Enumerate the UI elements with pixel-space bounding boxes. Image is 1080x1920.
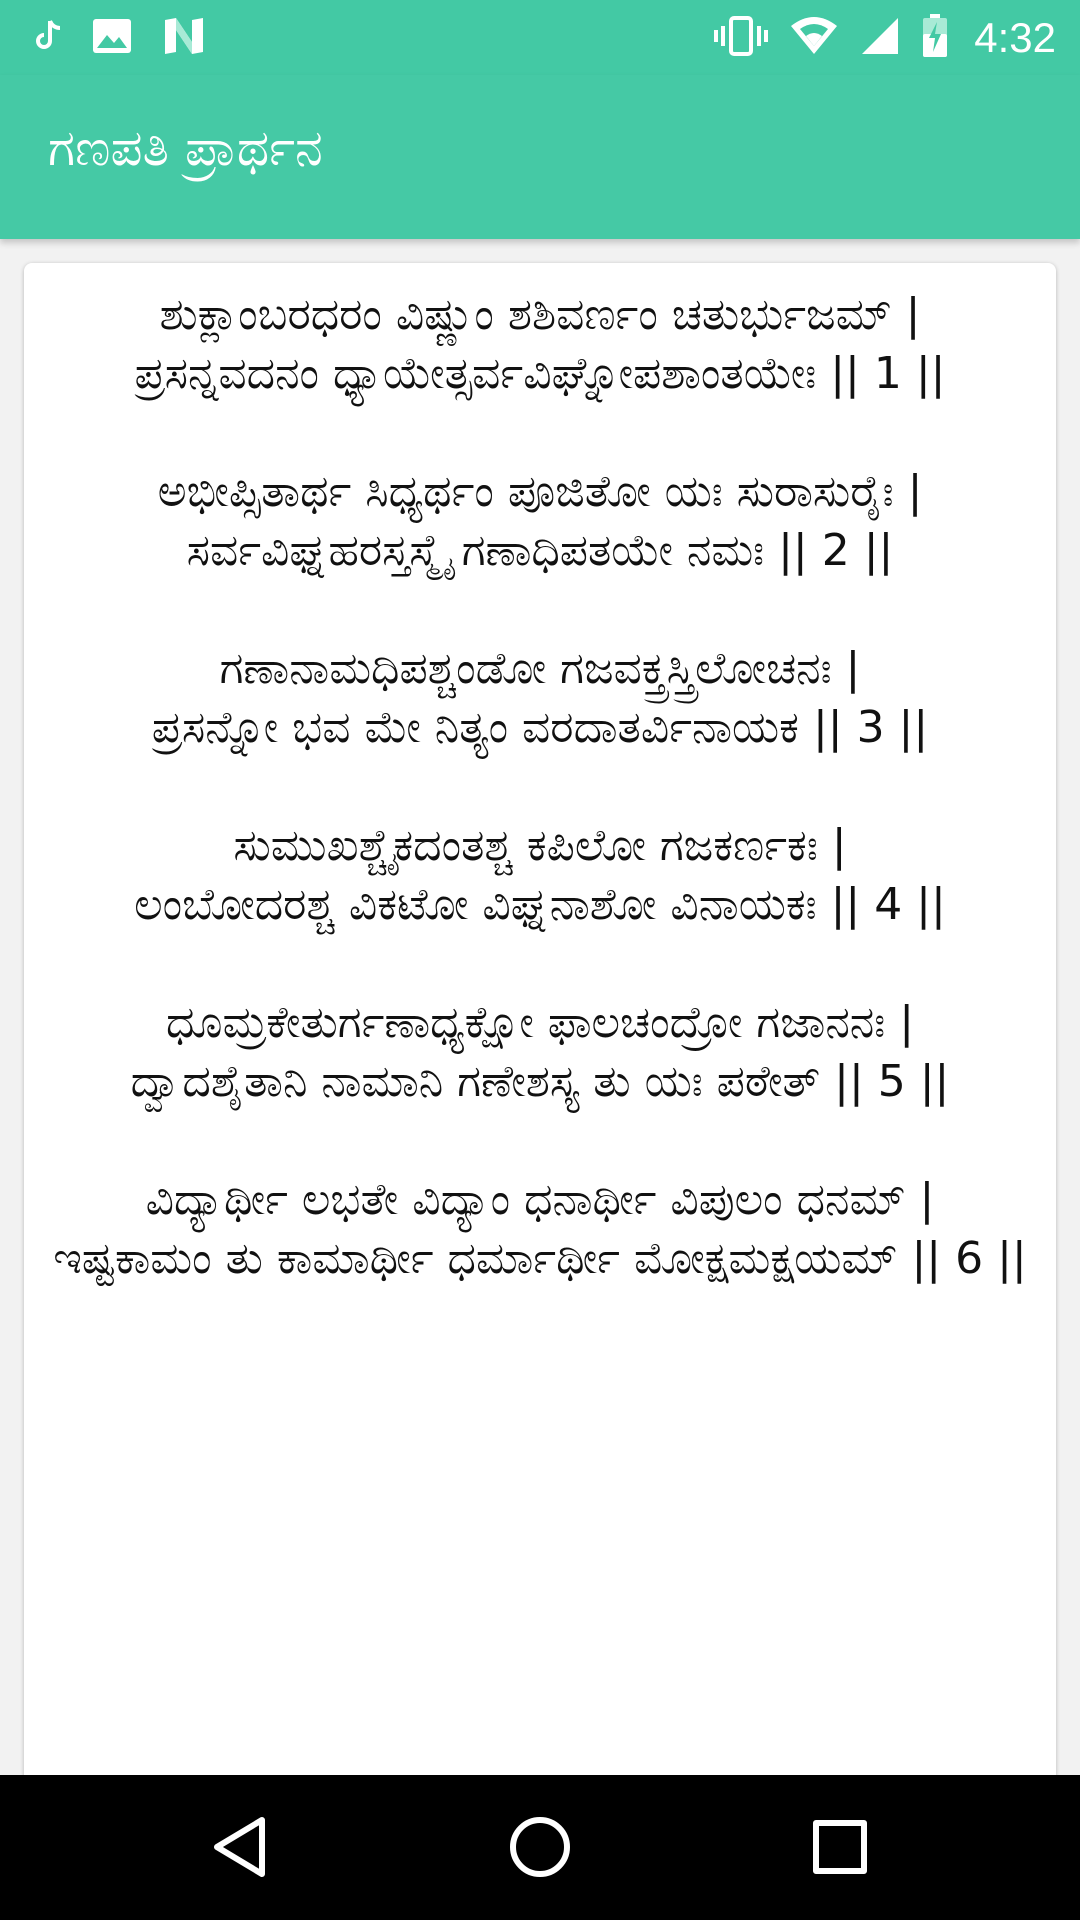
home-icon[interactable]: [504, 1811, 576, 1883]
image-icon: [92, 18, 132, 58]
recents-icon[interactable]: [804, 1811, 876, 1883]
vibrate-icon: [714, 16, 768, 60]
verse-line: ಪ್ರಸನ್ನೋ ಭವ ಮೇ ನಿತ್ಯಂ ವರದಾತರ್ವಿನಾಯಕ || 3 ||: [151, 702, 929, 753]
status-bar: [0, 0, 1080, 75]
cell-signal-icon: [860, 16, 900, 60]
verse-6: [40, 1170, 1040, 1288]
verse-line: ಶುಕ್ಲಾಂಬರಧರಂ ವಿಷ್ಣುಂ ಶಶಿವರ್ಣಂ ಚತುರ್ಭುಜಮ್ |: [159, 289, 921, 340]
page-title: ಗಣಪತಿ ಪ್ರಾರ್ಥನ: [48, 119, 323, 177]
verse-line: ಇಷ್ಟಕಾಮಂ ತು ಕಾಮಾರ್ಥೀ ಧರ್ಮಾರ್ಥೀ ಮೋಕ್ಷಮಕ್ಷಯಮ್ || 6 ||: [53, 1233, 1027, 1284]
verse-line: ಗಣಾನಾಮಧಿಪಶ್ಚಂಡೋ ಗಜವಕ್ತ್ರಸ್ತ್ರಿಲೋಚನಃ |: [219, 643, 861, 694]
system-status: [714, 14, 1056, 62]
verse-line: ದ್ವಾದಶೈತಾನಿ ನಾಮಾನಿ ಗಣೇಶಸ್ಯ ತು ಯಃ ಪಠೇತ್ || 5 ||: [130, 1056, 950, 1107]
back-icon[interactable]: [204, 1811, 276, 1883]
app-bar: [0, 75, 1080, 239]
navigation-bar: [0, 1775, 1080, 1920]
tiktok-icon: [36, 19, 62, 57]
n-logo-icon: [162, 16, 206, 60]
notification-icons: [36, 14, 206, 62]
verse-line: ಸರ್ವವಿಘ್ನಹರಸ್ತಸ್ಮೈ ಗಣಾಧಿಪತಯೇ ನಮಃ || 2 ||: [186, 525, 894, 576]
verse-2: [40, 462, 1040, 580]
content-area[interactable]: [0, 239, 1080, 1775]
verse-5: [40, 993, 1040, 1111]
verse-line: ಲಂಬೋದರಶ್ಚ ವಿಕಟೋ ವಿಘ್ನನಾಶೋ ವಿನಾಯಕಃ || 4 ||: [134, 879, 946, 930]
verse-4: [40, 816, 1040, 934]
verses-text: [24, 263, 1056, 1288]
wifi-icon: [790, 16, 838, 60]
battery-charging-icon: [922, 14, 948, 62]
verses-card: [24, 263, 1056, 1775]
verse-line: ಪ್ರಸನ್ನವದನಂ ಧ್ಯಾಯೇತ್ಸರ್ವವಿಘ್ನೋಪಶಾಂತಯೇಃ || 1 ||: [134, 348, 946, 399]
verse-line: ವಿದ್ಯಾರ್ಥೀ ಲಭತೇ ವಿದ್ಯಾಂ ಧನಾರ್ಥೀ ವಿಪುಲಂ ಧನಮ್ |: [145, 1174, 935, 1225]
verse-3: [40, 639, 1040, 757]
verse-1: [40, 285, 1040, 403]
verse-line: ಧೂಮ್ರಕೇತುರ್ಗಣಾಧ್ಯಕ್ಷೋ ಫಾಲಚಂದ್ರೋ ಗಜಾನನಃ |: [165, 997, 915, 1048]
status-time: 4:32: [974, 14, 1056, 61]
verse-line: ಅಭೀಪ್ಸಿತಾರ್ಥ ಸಿಧ್ಯರ್ಥಂ ಪೂಜಿತೋ ಯಃ ಸುರಾಸುರೈಃ |: [157, 466, 923, 517]
verse-line: ಸುಮುಖಶ್ಚೈಕದಂತಶ್ಚ ಕಪಿಲೋ ಗಜಕರ್ಣಕಃ |: [233, 820, 847, 871]
